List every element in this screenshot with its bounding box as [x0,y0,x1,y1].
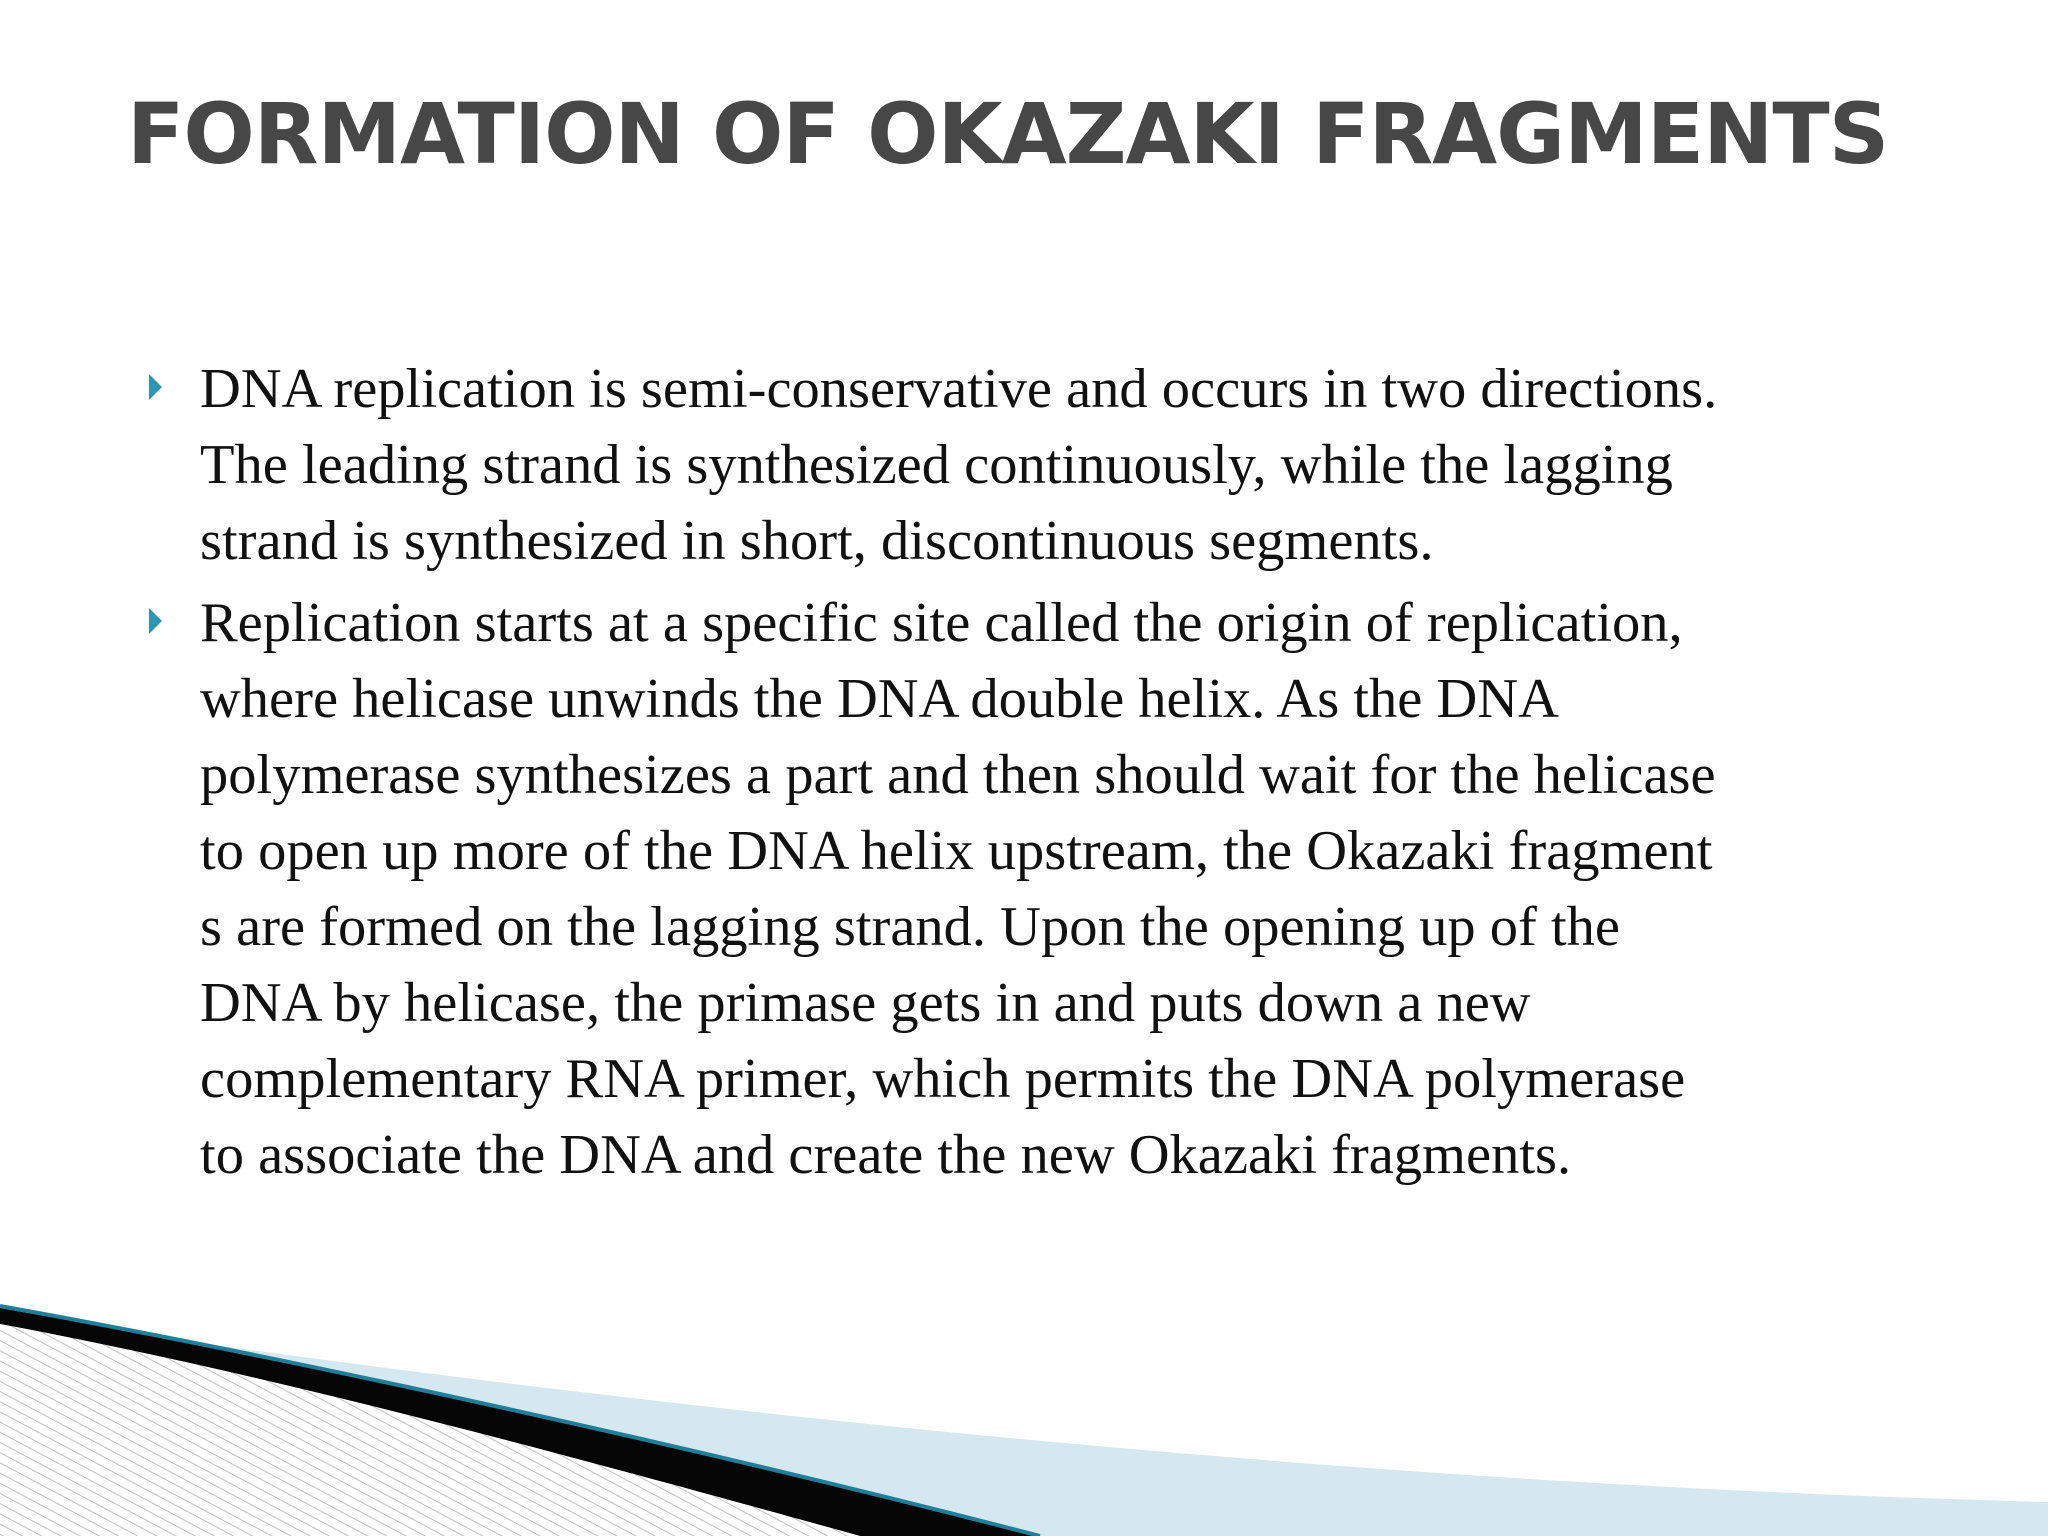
slide-title: FORMATION OF OKAZAKI FRAGMENTS [127,85,1889,183]
bullet-text: DNA replication is semi-conservative and occurs in two directions. The leading strand is synthesized continuously, while the lagging strand is synthesized in short, discontinuous segments. [200,358,1718,572]
bullet-item [200,585,1960,1193]
triangle-right-icon [149,608,162,634]
corner-wave-decoration [0,1280,2048,1536]
bullet-list [200,351,1960,1199]
triangle-right-icon [149,374,162,400]
bullet-text: Replication starts at a specific site called the origin of replication, where helicase unwinds the DNA double helix. As the DNA polymerase synthesizes a part and then should wait for the helicase to open up more of the DNA helix upstream, the Okazaki fragment s are formed on the lagging strand. Upon the opening up of the DNA by helicase, the primase gets in and puts down a new complementary RNA primer, which permits the DNA polymerase to associate the DNA and create the new Okazaki fragments. [200,592,1716,1186]
bullet-item [200,351,1960,579]
